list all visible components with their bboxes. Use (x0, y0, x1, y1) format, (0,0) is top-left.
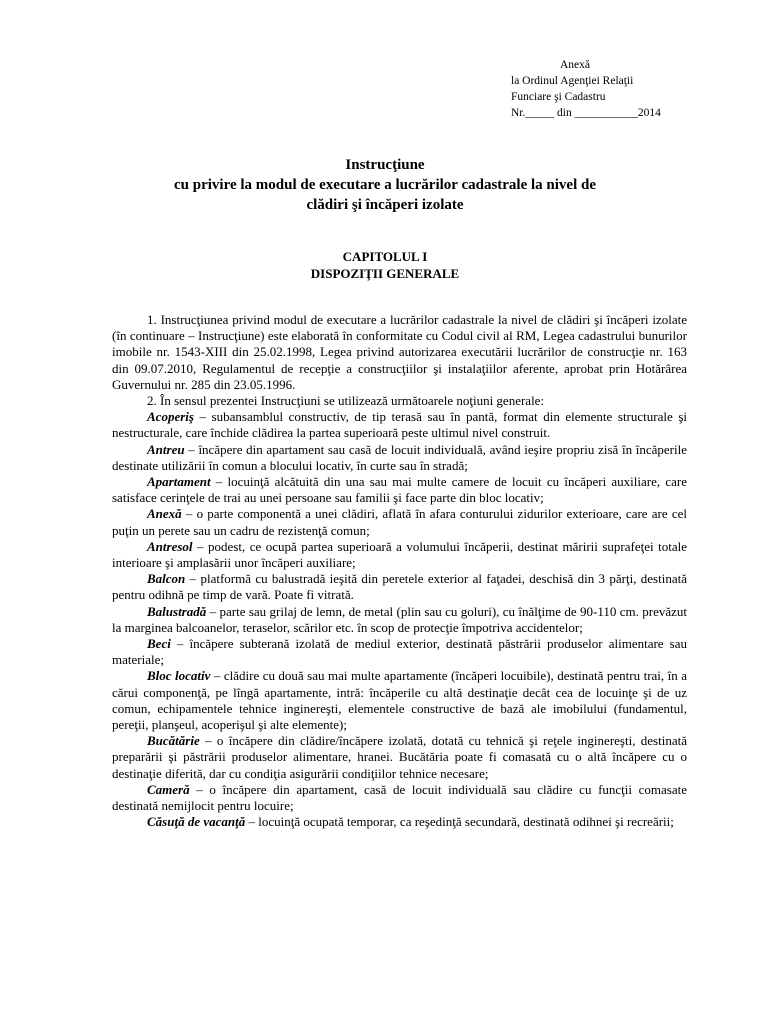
definition-text: – podest, ce ocupă partea superioară a volumului încăperii, destinat măririi suprafeţei totale interioare şi amplasării unor încăperi auxiliare; (112, 538, 687, 571)
definition-casuta-de-vacanta (112, 814, 687, 830)
definition-term: Acoperiş (147, 409, 194, 425)
definition-term: Bucătărie (147, 733, 200, 749)
definition-term: Apartament (147, 474, 211, 490)
definition-term: Antreu (147, 441, 185, 457)
chapter-number: CAPITOLUL I (342, 249, 428, 264)
annex-number-date: Nr._____ din ___________2014 (511, 107, 661, 119)
annex-label: Anexă (560, 59, 591, 71)
title-line-1: Instrucţiune (345, 157, 425, 173)
definition-term: Bloc locativ (147, 668, 211, 684)
definition-beci (112, 636, 687, 668)
paragraph-2: 2. În sensul prezentei Instrucţiuni se utilizează următoarele noţiuni generale: (147, 393, 545, 409)
definition-text: – încăpere subterană izolată de mediul exterior, destinată păstrării produselor alimentare sau materiale; (112, 636, 687, 668)
title-line-3: clădiri şi încăperi izolate (306, 197, 464, 213)
definition-text: – o încăpere din clădire/încăpere izolată, dotată cu tehnică şi reţele inginereşti, destinată preparării şi păstrării produselor alimentare, hranei. Bucătăria poate fi comasată cu o altă încăpere cu o destinaţie diferită, dar cu condiţia asigurării condiţiilor tehnice necesare; (112, 733, 687, 781)
definition-text: – o parte componentă a unei clădiri, aflată în afara conturului zidurilor exterioare, care are cel puţin un perete sau un cadru de rezistenţă comun; (112, 506, 687, 538)
chapter-name: DISPOZIŢII GENERALE (310, 266, 460, 281)
definition-text: – încăpere din apartament sau casă de locuit individuală, având ieşire propriu zisă în încăperile destinate utilizării în comun a blocului locativ, în curte sau în stradă; (112, 441, 687, 473)
definition-term: Anexă (147, 506, 182, 522)
definition-text: – parte sau grilaj de lemn, de metal (plin sau cu goluri), cu înălţime de 90-110 cm. prevăzut la marginea balcoanelor, teraselor, scărilor etc. în scop de protecţie împotriva accidentelor; (112, 603, 687, 635)
definition-anexa (112, 506, 687, 538)
definition-text: – clădire cu două sau mai multe apartamente (încăperi locuibile), destinată pentru trai, în a cărui componenţă, pe lîngă apartamente, intră: încăperile cu altă destinaţie decât cea de locuinţe şi de uz comun, echipamentele tehnice inginereşti, elementele constructive de bază ale imobilului (fundamentul, pereţii, planşeul, acoperişul şi alte elemente); (112, 668, 687, 733)
definition-balcon (112, 571, 687, 603)
definition-term: Căsuţă de vacanţă (147, 814, 246, 830)
definition-camera (112, 782, 687, 814)
document-title (0, 155, 770, 215)
definition-text: – o încăpere din apartament, casă de locuit individuală sau clădire cu funcţii comasate destinată nemijlocit pentru locuire; (112, 781, 687, 814)
definition-acoperis (112, 409, 687, 441)
title-line-2: cu privire la modul de executare a lucrărilor cadastrale la nivel de (173, 177, 597, 193)
definition-term: Cameră (147, 781, 190, 797)
definition-text: – subansamblul constructiv, de tip terasă sau în pantă, format din elemente structurale şi nestructurale, care închide clădirea la partea superioară peste ultimul nivel construit. (112, 409, 687, 441)
annex-agency-line: Funciare şi Cadastru (511, 91, 606, 103)
definition-text: – locuinţă alcătuită din una sau mai multe camere de locuit cu încăperi auxiliare, care satisface cerinţele de trai au unei persoane sau familii şi face parte din bloc locativ; (112, 474, 687, 506)
definition-balustrada (112, 604, 687, 636)
definition-term: Balustradă (147, 603, 207, 619)
paragraph-1: 1. Instrucţiunea privind modul de executare a lucrărilor cadastrale la nivel de clădiri şi încăperi izolate (în continuare – Instrucţiune) este elaborată în conformitate cu Codul civil al RM, Legea cadastrului bunurilor imobile nr. 1543-XIII din 25.02.1998, Legea privind autorizarea executării lucrărilor de construcţie nr. 163 din 09.07.2010, Regulamentul de recepţie a construcţiilor şi instalaţiilor aferente, aprobat prin Hotărârea Guvernului nr. 285 din 23.05.1996. (112, 312, 687, 392)
definition-bloc-locativ (112, 668, 687, 733)
definition-antreu (112, 442, 687, 474)
annex-header (511, 57, 661, 121)
definition-term: Balcon (147, 571, 186, 587)
definition-bucatarie (112, 733, 687, 782)
definition-text: – locuinţă ocupată temporar, ca reşedinţă secundară, destinată odihnei şi recreării; (245, 814, 674, 830)
chapter-heading (0, 248, 770, 282)
document-body (112, 312, 687, 831)
definition-antresol (112, 539, 687, 571)
definition-term: Antresol (147, 538, 193, 554)
definition-apartament (112, 474, 687, 506)
definition-term: Beci (147, 636, 171, 652)
definition-text: – platformă cu balustradă ieşită din peretele exterior al faţadei, deschisă din 3 părţi, destinată pentru odihnă pe timp de vară. Poate fi vitrată. (112, 571, 687, 603)
annex-order-line: la Ordinul Agenţiei Relaţii (511, 75, 634, 87)
